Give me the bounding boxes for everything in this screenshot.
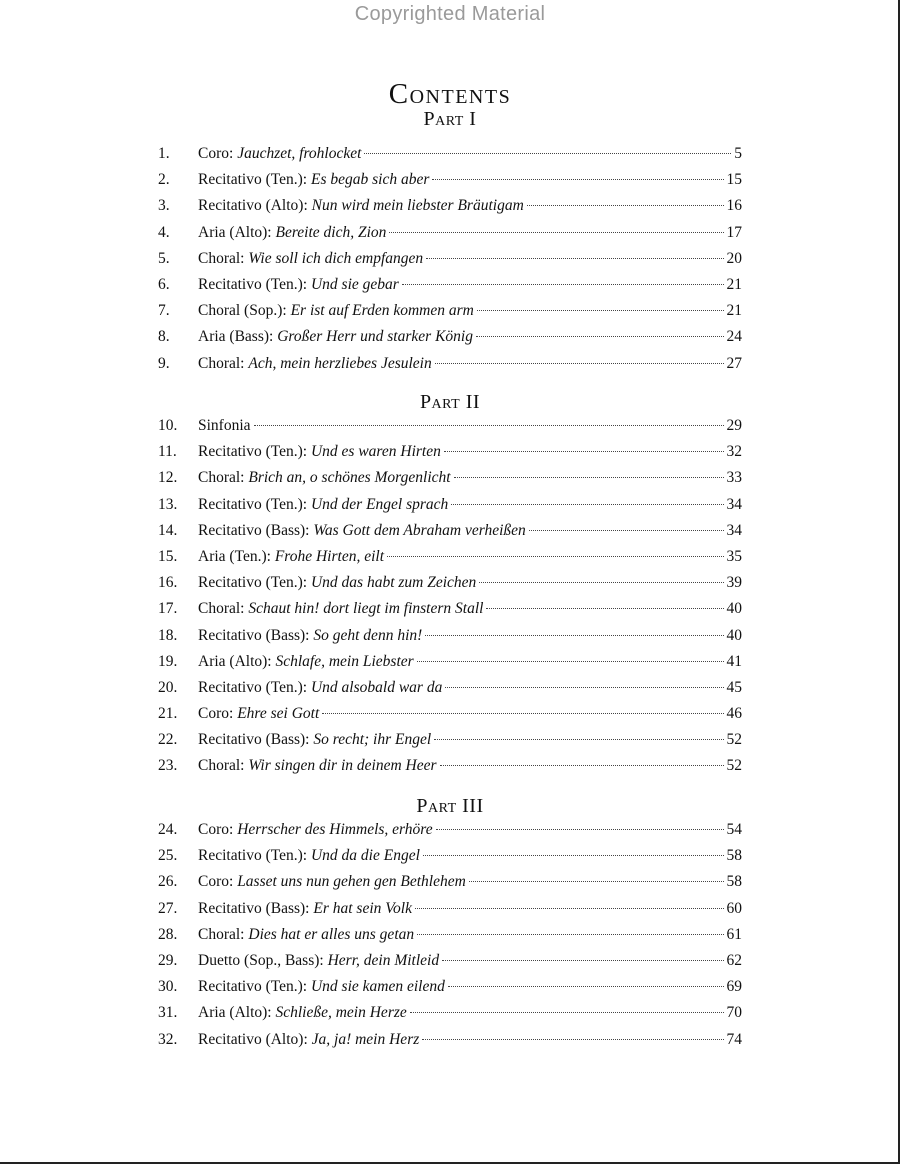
entry-voice: Recitativo (Ten.):: [198, 443, 311, 461]
entry-page-number: 46: [726, 705, 742, 723]
entry-voice: Recitativo (Alto):: [198, 1030, 312, 1048]
part-1-entries: [158, 141, 742, 377]
toc-entry: [158, 649, 742, 675]
dot-leader: [389, 232, 723, 233]
entry-page-number: 52: [726, 731, 742, 749]
entry-page-number: 45: [726, 678, 742, 696]
dot-leader: [477, 310, 724, 311]
dot-leader: [440, 765, 724, 766]
dot-leader: [387, 556, 723, 557]
dot-leader: [432, 179, 723, 180]
toc-entry: [158, 167, 742, 193]
toc-entry: [158, 753, 742, 779]
entry-number: 29.: [158, 951, 178, 969]
entry-voice: Coro:: [198, 821, 238, 838]
entry-label: [198, 570, 476, 596]
entry-title: Und das habt zum Zeichen: [310, 574, 477, 592]
dot-leader: [527, 205, 724, 206]
entry-title: Er ist auf Erden kommen arm: [290, 302, 474, 320]
entry-title: Großer Herr und starker König: [277, 328, 473, 346]
dot-leader: [426, 258, 723, 259]
entry-label: [198, 220, 386, 246]
toc-entry: [158, 675, 742, 701]
entry-voice: Recitativo (Bass):: [198, 626, 314, 644]
entry-page-number: 54: [726, 821, 742, 838]
entry-title: Und sie gebar: [310, 275, 399, 293]
entry-voice: Choral:: [198, 249, 249, 267]
toc-entry: [158, 220, 742, 246]
dot-leader: [415, 908, 724, 909]
dot-leader: [422, 1039, 723, 1040]
entry-number: 25.: [158, 847, 178, 865]
entry-label: [198, 167, 429, 193]
entry-title: Dies hat er alles uns getan: [248, 925, 415, 943]
entry-page-number: 70: [726, 1004, 742, 1022]
entry-title: Er hat sein Volk: [313, 899, 412, 917]
toc-entry: [158, 701, 742, 727]
entry-label: [198, 753, 437, 779]
entry-voice: Choral:: [198, 600, 249, 618]
entry-number: 28.: [158, 925, 178, 943]
toc-entry: [158, 869, 742, 895]
entry-title: Schlafe, mein Liebster: [275, 652, 414, 670]
entry-label: [198, 649, 414, 675]
entry-voice: Coro:: [198, 145, 238, 162]
entry-label: [198, 623, 422, 649]
entry-title: Und sie kamen eilend: [310, 978, 445, 996]
entry-title: Und es waren Hirten: [310, 443, 441, 461]
toc-entry: [158, 492, 742, 518]
dot-leader: [529, 530, 724, 531]
entry-label: [198, 896, 412, 922]
entry-title: Und der Engel sprach: [310, 495, 449, 513]
entry-page-number: 5: [734, 145, 742, 162]
entry-voice: Aria (Alto):: [198, 1004, 276, 1022]
dot-leader: [364, 153, 731, 154]
entry-page-number: 34: [726, 521, 742, 539]
entry-page-number: 21: [726, 275, 742, 293]
entry-title: Jauchzet, frohlocket: [237, 145, 362, 162]
entry-page-number: 60: [726, 899, 742, 917]
entry-page-number: 32: [726, 443, 742, 461]
entry-label: [198, 1027, 419, 1053]
entry-number: 1.: [158, 145, 170, 162]
toc-entry: [158, 518, 742, 544]
entry-page-number: 35: [726, 547, 742, 565]
part-3-entries: [158, 817, 742, 1053]
entry-page-number: 62: [726, 951, 742, 969]
entry-number: 15.: [158, 547, 178, 565]
entry-title: Lasset uns nun gehen gen Bethlehem: [237, 873, 466, 891]
entry-label: [198, 518, 526, 544]
entry-title: Nun wird mein liebster Bräutigam: [311, 197, 524, 215]
entry-voice: Choral:: [198, 354, 249, 372]
entry-page-number: 58: [726, 847, 742, 865]
entry-title: Herrscher des Himmels, erhöre: [237, 821, 433, 838]
entry-title: Brich an, o schönes Morgenlicht: [248, 469, 451, 487]
entry-voice: Choral:: [198, 757, 249, 775]
entry-label: [198, 817, 433, 843]
entry-number: 21.: [158, 705, 178, 723]
entry-label: [198, 1000, 407, 1026]
entry-label: [198, 439, 441, 465]
toc-entry: [158, 727, 742, 753]
toc-entry: [158, 974, 742, 1000]
entry-title: Und da die Engel: [310, 847, 420, 865]
dot-leader: [445, 687, 723, 688]
entry-number: 23.: [158, 757, 178, 775]
entry-page-number: 20: [726, 249, 742, 267]
entry-page-number: 41: [726, 652, 742, 670]
entry-number: 10.: [158, 417, 178, 434]
entry-number: 5.: [158, 249, 170, 267]
entry-number: 24.: [158, 821, 178, 838]
entry-number: 12.: [158, 469, 178, 487]
toc-entry: [158, 948, 742, 974]
toc-entry: [158, 246, 742, 272]
toc-entry: [158, 1000, 742, 1026]
toc-entry: [158, 896, 742, 922]
dot-leader: [479, 582, 723, 583]
entry-voice: Recitativo (Bass):: [198, 521, 314, 539]
entry-label: [198, 843, 420, 869]
entry-title: Ehre sei Gott: [237, 705, 320, 723]
entry-voice: Recitativo (Ten.):: [198, 978, 311, 996]
entry-number: 17.: [158, 600, 178, 618]
entry-voice: Choral (Sop.):: [198, 302, 291, 320]
entry-title: Frohe Hirten, eilt: [274, 547, 385, 565]
entry-label: [198, 272, 399, 298]
part-1-title: Part I: [423, 108, 477, 130]
entry-voice: Coro:: [198, 873, 238, 891]
entry-voice: Choral:: [198, 469, 249, 487]
entry-voice: Aria (Ten.):: [198, 547, 275, 565]
dot-leader: [486, 608, 723, 609]
dot-leader: [442, 960, 723, 961]
entry-number: 2.: [158, 171, 170, 189]
entry-page-number: 15: [726, 171, 742, 189]
toc-entry: [158, 1027, 742, 1053]
entry-label: [198, 974, 445, 1000]
toc-entry: [158, 570, 742, 596]
toc-entry: [158, 351, 742, 377]
toc-entry: [158, 623, 742, 649]
entry-title: Wie soll ich dich empfangen: [248, 249, 424, 267]
entry-label: [198, 351, 432, 377]
dot-leader: [425, 635, 723, 636]
entry-label: [198, 298, 474, 324]
entry-title: Schaut hin! dort liegt im finstern Stall: [248, 600, 484, 618]
entry-number: 8.: [158, 328, 170, 346]
dot-leader: [435, 363, 724, 364]
entry-page-number: 33: [726, 469, 742, 487]
entry-page-number: 58: [726, 873, 742, 891]
entry-page-number: 39: [726, 574, 742, 592]
entry-title: Herr, dein Mitleid: [327, 951, 440, 969]
dot-leader: [402, 284, 724, 285]
entry-page-number: 27: [726, 354, 742, 372]
entry-voice: Recitativo (Ten.):: [198, 275, 311, 293]
entry-number: 19.: [158, 652, 178, 670]
entry-number: 20.: [158, 678, 178, 696]
entry-title: Wir singen dir in deinem Heer: [248, 757, 437, 775]
entry-page-number: 24: [726, 328, 742, 346]
entry-number: 14.: [158, 521, 178, 539]
entry-voice: Recitativo (Ten.):: [198, 495, 311, 513]
entry-title: Bereite dich, Zion: [275, 223, 387, 241]
entry-page-number: 16: [726, 197, 742, 215]
dot-leader: [469, 881, 724, 882]
entry-title: So recht; ihr Engel: [313, 731, 432, 749]
entry-voice: Recitativo (Bass):: [198, 899, 314, 917]
entry-number: 6.: [158, 275, 170, 293]
toc-entry: [158, 141, 742, 167]
entry-voice: Recitativo (Ten.):: [198, 847, 311, 865]
entry-number: 9.: [158, 354, 170, 372]
entry-title: Und alsobald war da: [310, 678, 443, 696]
entry-voice: Duetto (Sop., Bass):: [198, 951, 328, 969]
dot-leader: [448, 986, 724, 987]
part-2-entries: [158, 413, 742, 780]
dot-leader: [322, 713, 723, 714]
entry-voice: Choral:: [198, 925, 249, 943]
entry-number: 30.: [158, 978, 178, 996]
entry-number: 4.: [158, 223, 170, 241]
toc-entry: [158, 439, 742, 465]
entry-page-number: 61: [726, 925, 742, 943]
entry-title: Es begab sich aber: [310, 171, 430, 189]
toc-entry: [158, 544, 742, 570]
entry-page-number: 17: [726, 223, 742, 241]
entry-number: 13.: [158, 495, 178, 513]
entry-title: Schließe, mein Herze: [275, 1004, 407, 1022]
entry-number: 27.: [158, 899, 178, 917]
entry-label: [198, 701, 319, 727]
entry-voice: Aria (Bass):: [198, 328, 278, 346]
dot-leader: [451, 504, 723, 505]
entry-page-number: 29: [726, 417, 742, 434]
entry-label: [198, 413, 251, 439]
entry-voice: Coro:: [198, 705, 238, 723]
entry-voice: Aria (Alto):: [198, 652, 276, 670]
entry-voice: Recitativo (Alto):: [198, 197, 312, 215]
dot-leader: [423, 855, 724, 856]
dot-leader: [444, 451, 724, 452]
entry-title: So geht denn hin!: [313, 626, 423, 644]
dot-leader: [476, 336, 724, 337]
toc-entry: [158, 817, 742, 843]
entry-title: Was Gott dem Abraham verheißen: [313, 521, 526, 539]
entry-voice: Recitativo (Bass):: [198, 731, 314, 749]
dot-leader: [434, 739, 723, 740]
toc-entry: [158, 272, 742, 298]
entry-label: [198, 324, 473, 350]
entry-label: [198, 596, 483, 622]
entry-voice: Recitativo (Ten.):: [198, 574, 311, 592]
entry-page-number: 40: [726, 600, 742, 618]
entry-number: 18.: [158, 626, 178, 644]
entry-page-number: 21: [726, 302, 742, 320]
entry-number: 7.: [158, 302, 170, 320]
dot-leader: [454, 477, 724, 478]
dot-leader: [417, 934, 723, 935]
entry-page-number: 74: [726, 1030, 742, 1048]
toc-entry: [158, 465, 742, 491]
dot-leader: [410, 1012, 724, 1013]
entry-number: 16.: [158, 574, 178, 592]
entry-page-number: 52: [726, 757, 742, 775]
part-3-title: Part III: [416, 795, 484, 817]
entry-label: [198, 465, 451, 491]
entry-number: 11.: [158, 443, 177, 461]
dot-leader: [417, 661, 724, 662]
dot-leader: [436, 829, 724, 830]
toc-entry: [158, 324, 742, 350]
entry-voice: Recitativo (Ten.):: [198, 171, 311, 189]
entry-label: [198, 246, 423, 272]
entry-title: Ach, mein herzliebes Jesulein: [248, 354, 432, 372]
toc-entry: [158, 843, 742, 869]
entry-number: 22.: [158, 731, 178, 749]
contents-heading: Contents: [388, 78, 512, 110]
toc-entry: [158, 596, 742, 622]
entry-label: [198, 727, 431, 753]
entry-title: Ja, ja! mein Herz: [311, 1030, 420, 1048]
entry-page-number: 40: [726, 626, 742, 644]
entry-label: [198, 948, 439, 974]
toc-entry: [158, 413, 742, 439]
part-2-title: Part II: [419, 391, 481, 413]
entry-label: [198, 869, 466, 895]
entry-label: [198, 193, 524, 219]
entry-label: [198, 922, 414, 948]
entry-number: 31.: [158, 1004, 178, 1022]
toc-entry: [158, 298, 742, 324]
entry-page-number: 34: [726, 495, 742, 513]
copyright-watermark: Copyrighted Material: [354, 3, 546, 25]
entry-voice: Aria (Alto):: [198, 223, 276, 241]
entry-number: 26.: [158, 873, 178, 891]
entry-label: [198, 675, 442, 701]
entry-label: [198, 141, 361, 167]
toc-entry: [158, 922, 742, 948]
entry-voice: Sinfonia: [198, 417, 251, 434]
entry-label: [198, 544, 384, 570]
entry-number: 32.: [158, 1030, 178, 1048]
entry-label: [198, 492, 448, 518]
toc-entry: [158, 193, 742, 219]
entry-number: 3.: [158, 197, 170, 215]
dot-leader: [254, 425, 724, 426]
entry-page-number: 69: [726, 978, 742, 996]
entry-voice: Recitativo (Ten.):: [198, 678, 311, 696]
